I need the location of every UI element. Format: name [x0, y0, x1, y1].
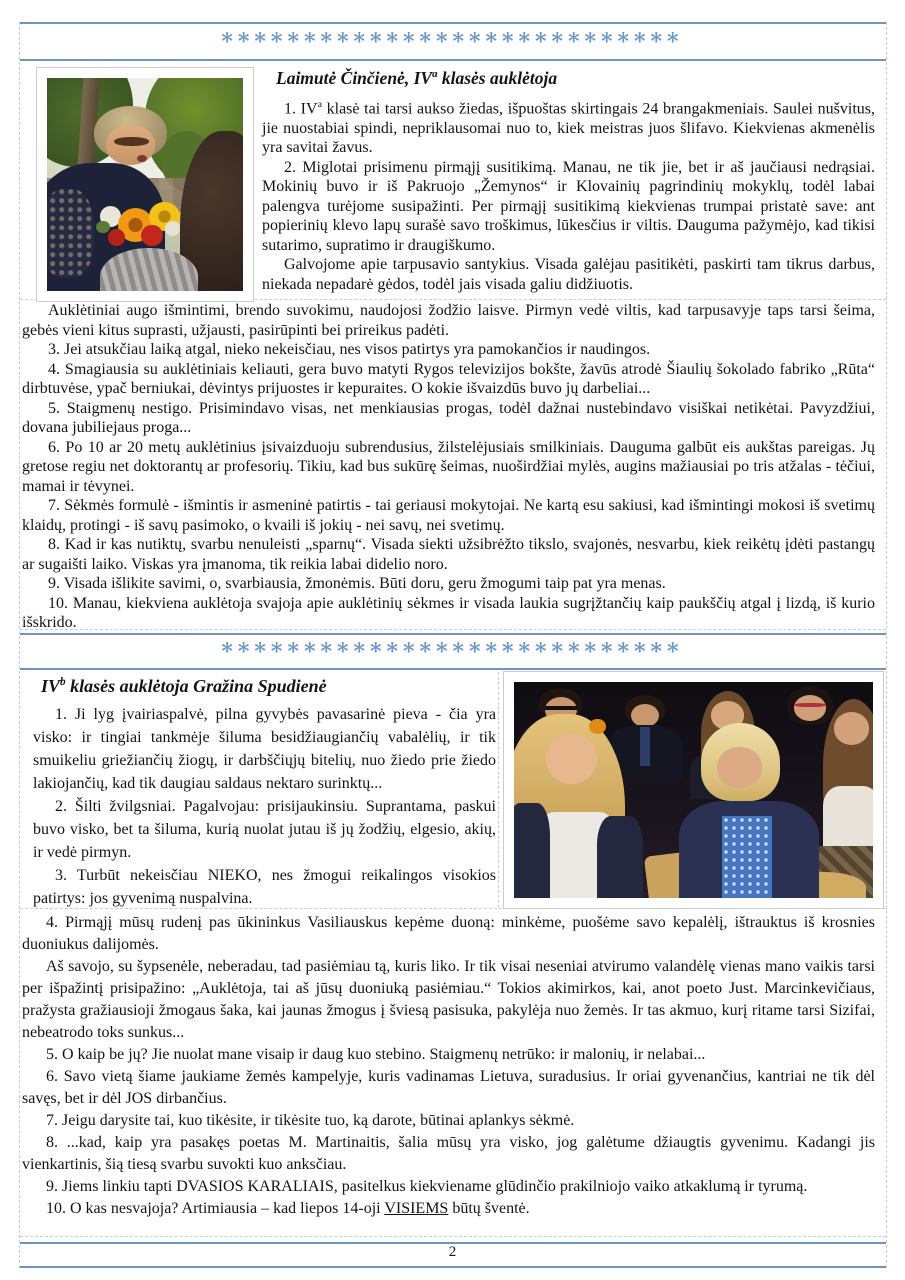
divider-line [20, 59, 886, 61]
paragraph: Galvojome apie tarpusavio santykius. Visada galėjau pasitikėti, paskirti tam tikrus darbus, niekada nepadarė gėdos, todėl jais visada galiu didžiuotis. [262, 256, 875, 293]
photo-shape [794, 695, 826, 721]
section2-full-text [22, 912, 875, 1220]
section2-heading: $IV^b$ klasės auklėtoja Gražina Spudienė [41, 676, 327, 696]
section1-full-text [22, 301, 875, 633]
photo-laimute-cinciene-image [47, 78, 243, 291]
paragraph: 9. Visada išlikite savimi, o, svarbiausia, žmonėmis. Būti doru, geru žmogumi taip pat yra menas. [48, 575, 666, 592]
paragraph: 7. Sėkmės formulė - išmintis ir asmeninė patirtis - tai geriausi mokytojai. Ne kartą esu sakiusi, kad išmintingi mokosi iš svetimų klaidų, protingi - iš savų pasimoko, o kvaili iš jokių - nei savų, nei svetimų. [22, 497, 875, 534]
photo-shape [640, 727, 651, 766]
photo-laimute-cinciene [36, 67, 254, 302]
photo-grazina-spudiene-image [514, 682, 873, 898]
photo-shape [114, 137, 149, 147]
separator-asterisks-top: **************************** [221, 29, 684, 55]
page-number: 2 [448, 1244, 457, 1260]
paragraph: 1. $IV^a$ klasė tai tarsi aukso žiedas, išpuoštas skirtingais 24 brangakmeniais. Saulei nušvitus, jie nuostabiai spindi, nepriklausomai nuo to, kiek meistras juos šlifavo. Kiekvienas akmenėlis yra savitai žavus. [262, 99, 876, 157]
paragraph: 5. O kaip be jų? Jie nuolat mane visaip ir daug kuo stebino. Staigmenų netrūko: ir malonių, ir nelabai... [46, 1046, 706, 1063]
paragraph: 3. Jei atsukčiau laiką atgal, nieko nekeisčiau, nes visos patirtys yra pamokančios ir naudingos. [48, 341, 651, 358]
section2-side-text [33, 676, 496, 910]
photo-shape [794, 703, 826, 707]
section-2 [20, 674, 886, 910]
section1-side-text [262, 68, 875, 294]
section1-heading: Laimutė Činčienė, $IV^a$ klasės auklėtoja [276, 68, 558, 88]
underlined-word: VISIEMS [384, 1200, 449, 1217]
paragraph: Auklėtiniai augo išmintimi, brendo suvokimu, naudojosi žodžio laisve. Pirmyn vedė viltis, kad tarpusavyje taps tarsi šeima, gebės vieni kitus suprasti, užjausti, pasirūpinti bei prireikus padėti. [22, 302, 875, 339]
photo-shape [834, 712, 870, 744]
paragraph: 6. Po 10 ar 20 metų auklėtinius įsivaizduoju subrendusius, žilstelėjusiais smilkiniais. Dauguma galbūt eis aukštas pareigas. Jų gretose regiu net doktorantų ar profesorių. Tikiu, kad bus sukūrę šeimas, nuoširdžiai mylės, augins mažiausiai po tris atžalas - tėčiui, mamai ir tėvynei. [22, 438, 875, 495]
paragraph: Aš savojo, su šypsenėle, neberadau, tad pasiėmiau tą, kuris liko. Ir tik visai neseniai atvirumo valandėlę vienas mano vaikis tarsi per išpažintį prisipažino: „Auklėtoja, tai aš jūsų duoniuką pasiėmiau.“ Tokios akimirkos, kai, anot poeto Just. Marcinkevičiaus, pražysta gražiausioji žmogaus šaka, kai jaunas žmogus į šviesą pasisuka, pakylėja nuo žemės. Ir tas akmuo, kurį ritame tarsi Sizifai, nebeatrodo toks sunkus... [22, 958, 875, 1041]
photo-shape [514, 803, 550, 898]
photo-shape [631, 704, 660, 728]
paragraph: 7. Jeigu darysite tai, kuo tikėsite, ir tikėsite tuo, ką darote, būtinai aplankys sėkmė. [46, 1112, 575, 1129]
paragraph: 6. Savo vietą šiame jaukiame žemės kampelyje, kuris vadinamas Lietuva, suradusius. Ir oriai gyvenančius, kantriai ne tik dėl savęs, bet ir dėl JOS dirbančius. [22, 1068, 875, 1107]
photo-shape [165, 221, 181, 236]
photo-shape [823, 786, 873, 851]
paragraph: 2. Šilti žvilgsniai. Pagalvojau: prisijaukinsiu. Suprantama, paskui buvo visko, bet ta šiluma, kurią nuolat jutau iš jų žodžių, elgesio, akių, ir vedė pirmyn. [33, 798, 496, 861]
photo-shape [546, 734, 596, 784]
divider-line [20, 668, 886, 670]
paragraph: 9. Jiems linkiu tapti DVASIOS KARALIAIS, pasitelkus kiekviename glūdinčio prakilniojo vaiko atkaklumą ir tyrumą. [46, 1178, 808, 1195]
photo-shape [96, 221, 110, 234]
photo-shape [47, 189, 94, 278]
paragraph: 10. Manau, kiekviena auklėtoja svajoja apie auklėtinių sėkmes ir visada laukia sugrįžtančių kaip paukščių atgal į lizdą, iš kurio išskrido. [22, 594, 875, 631]
paragraph: 4. Smagiausia su auklėtiniais keliauti, gera buvo matyti Rygos televizijos bokšte, žavūs atrodė Šiaulių šokolado fabriko „Rūta“ dirbtuvėse, ypač berniukai, dėvintys prijuostes ir kepuraites. O kokie išvaizdūs buvo jų darbeliai... [22, 360, 875, 397]
photo-shape [141, 225, 163, 246]
photo-grazina-spudiene [503, 671, 884, 909]
divider-line [20, 1266, 886, 1268]
divider-line [20, 22, 886, 24]
photo-shape [717, 747, 762, 788]
paragraph: 8. Kad ir kas nutiktų, svarbu nenuleisti „sparnų“. Visada siekti užsibrėžto tikslo, svajonės, nesvarbu, kiek reikėtų įdėti pastangų ar sugaišti laiko. Viskas yra įmanoma, tik reikia labai didelio noro. [22, 536, 875, 573]
paragraph: 10. O kas nesvajoja? Artimiausia – kad liepos 14-oji VISIEMS būtų šventė. [46, 1200, 530, 1217]
section-1 [20, 66, 886, 294]
photo-shape [722, 816, 772, 898]
paragraph: 4. Pirmąjį mūsų rudenį pas ūkininkus Vasiliauskus kepėme duoną: minkėme, puošėme savo kepalėlį, ištrauktus iš krosnies duoniukus dalijomės. [22, 914, 875, 953]
paragraph: 2. Miglotai prisimenu pirmąjį susitikimą. Manau, ne tik jie, bet ir aš jaučiausi nedrąsiai. Mokinių buvo ir iš Pakruojo „Žemynos“ ir Klovainių pagrindinių mokyklų, todėl labai palengva turėjome susipažinti. Per pirmąjį susitikimą kiekvienas trumpai pristatė save: ant popierinių klevo lapų surašė savo troškimus, lūkesčius ir viltis. Dauguma pažymėjo, kad tikisi sutarimo, supratimo ir draugiškumo. [262, 158, 875, 254]
photo-shape [137, 155, 147, 162]
separator-asterisks-middle: **************************** [221, 639, 684, 665]
paragraph: 8. ...kad, kaip yra pasakęs poetas M. Martinaitis, šalia mūsų yra visko, jog galėtume džiaugtis gyvenimu. Kadangi jis vienkartinis, šią tiesą svarbu suvokti kuo anksčiau. [22, 1134, 875, 1173]
paragraph: 1. Ji lyg įvairiaspalvė, pilna gyvybės pavasarinė pieva - čia yra visko: ir tingiai tankmėje šiluma besidžiaugiančių vabalėlių, ir tik smuikeliu griežiančių žiogų, ir darbščiųjų bitelių, nuo žiedo prie žiedo lakiojančių, kad tik daugiau saldaus nektaro surinktų... [33, 706, 496, 792]
divider-line [20, 633, 886, 635]
grid-line-footer-top [20, 1236, 886, 1237]
photo-shape [597, 816, 644, 898]
paragraph: 5. Staigmenų nestigo. Prisimindavo visas, net menkiausias progas, todėl dažnai nustebindavo visiškai netikėtai. Pavyzdžiui, dovana jubiliejaus proga... [22, 399, 875, 436]
paragraph: 3. Turbūt nekeisčiau NIEKO, nes žmogui reikalingos visokios patirtys: jos gyvenimą nuspalvina. [33, 867, 496, 907]
photo-shape [589, 719, 605, 734]
photo-shape [545, 706, 577, 710]
